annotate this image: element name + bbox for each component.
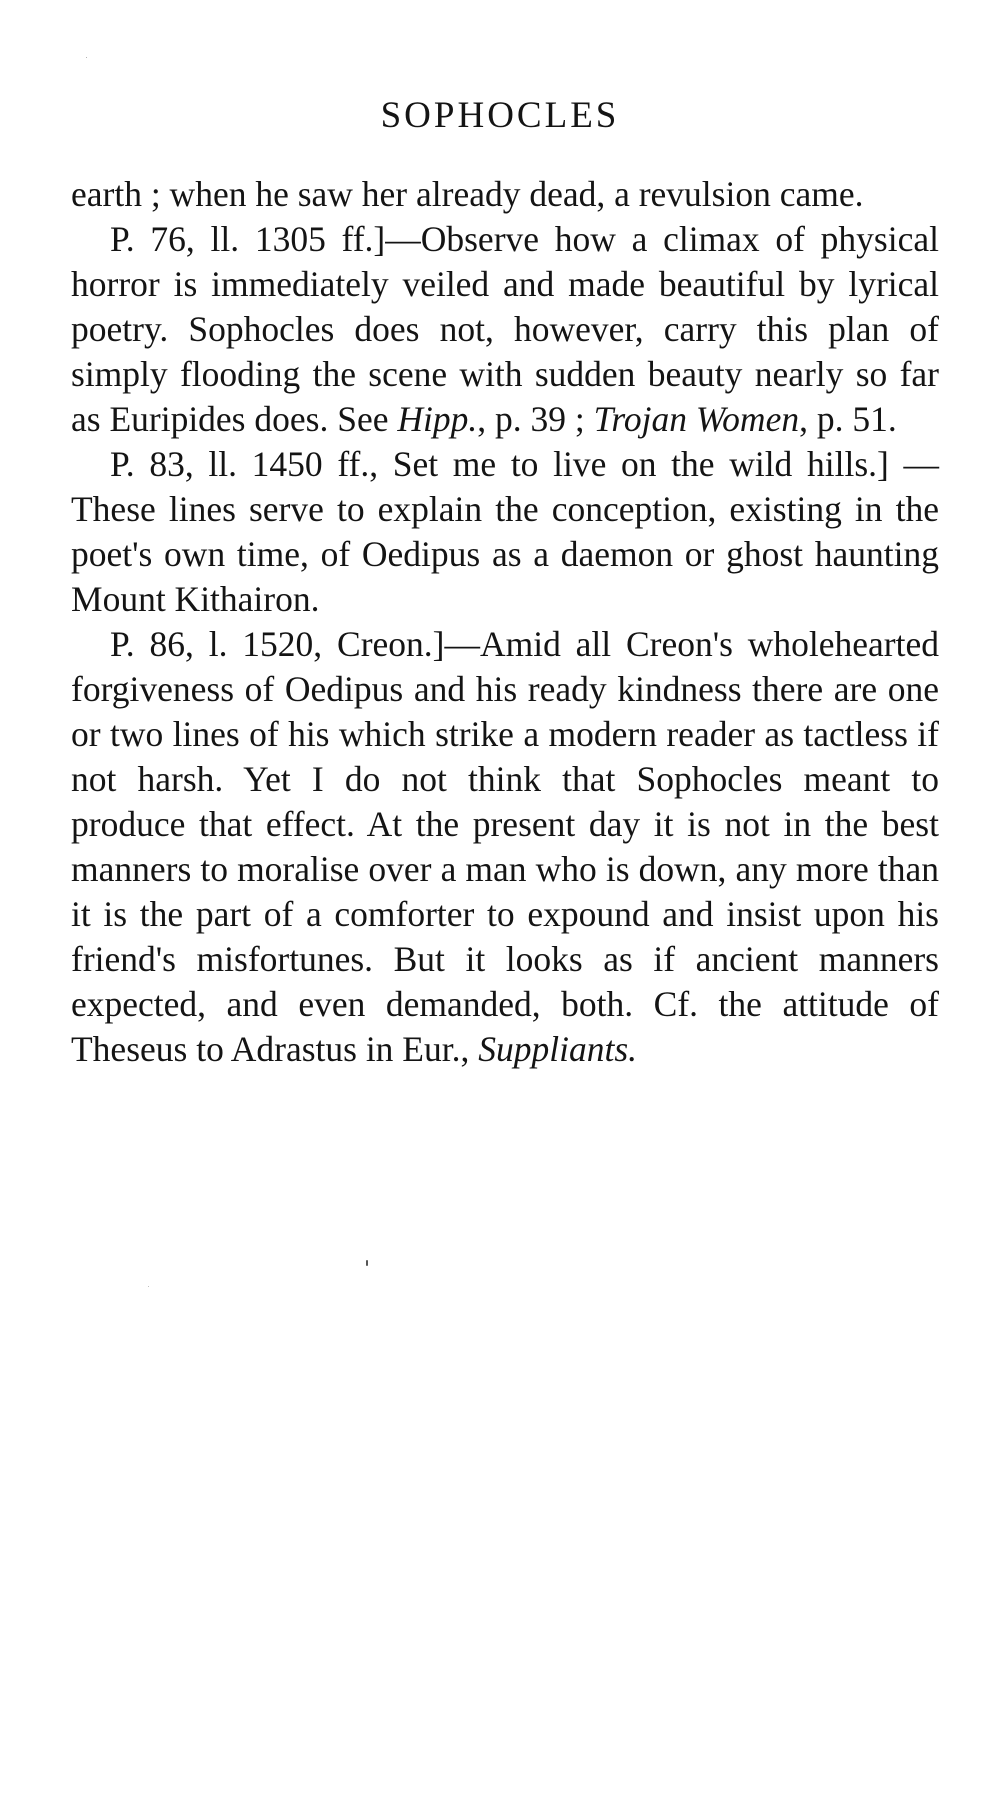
- note-p76-text: —Observe how a climax of physical horror is immediately veiled and made beautiful by lyrical poetry. Sophocles does not, however, carry this plan of simply flooding the scene with sudden beauty nearly so far as Euripides does. See: [71, 219, 939, 439]
- running-head: SOPHOCLES: [380, 95, 620, 136]
- note-p76-cite-hipp: Hipp.: [397, 399, 478, 439]
- note-p83-text: —These lines serve to explain the conception, existing in the poet's own time, of Oedipus as a daemon or ghost haunting Mount Kithairon.: [71, 444, 940, 619]
- continuation-paragraph: earth ; when he saw her already dead, a revulsion came.: [71, 174, 864, 214]
- note-p76-ref: P. 76, ll. 1305 ff.]: [110, 219, 386, 259]
- ink-speck: [366, 1260, 368, 1266]
- notes-body: [71, 172, 939, 1072]
- note-p76-cite-trojan-women-page: , p. 51.: [799, 399, 897, 439]
- note-p86: [71, 622, 939, 1072]
- note-p86-text: —Amid all Creon's wholehearted forgiveness of Oedipus and his ready kindness there are one or two lines of his which strike a modern reader as tactless if not harsh. Yet I do not think that Sophocles meant to produce that effect. At the present day it is not in the best manners to moralise over a man who is down, any more than it is the part of a comforter to expound and insist upon his friend's misfortunes. But it looks as if ancient manners expected, and even demanded, both. Cf. the attitude of Theseus to Adrastus in Eur.,: [71, 624, 939, 1069]
- note-p86-cite-suppliants: Suppliants.: [478, 1029, 638, 1069]
- note-p76-cite-hipp-page: , p. 39 ;: [477, 399, 594, 439]
- note-p86-ref: P. 86, l. 1520, Creon.]: [110, 624, 445, 664]
- ink-speck: [148, 1286, 149, 1287]
- note-p76-cite-trojan-women: Trojan Women: [593, 399, 800, 439]
- note-p76: [71, 217, 939, 442]
- note-p83-ref: P. 83, ll. 1450 ff., Set me to live on the wild hills.]: [110, 444, 889, 484]
- note-p83: [71, 442, 939, 622]
- ink-speck: [86, 57, 87, 58]
